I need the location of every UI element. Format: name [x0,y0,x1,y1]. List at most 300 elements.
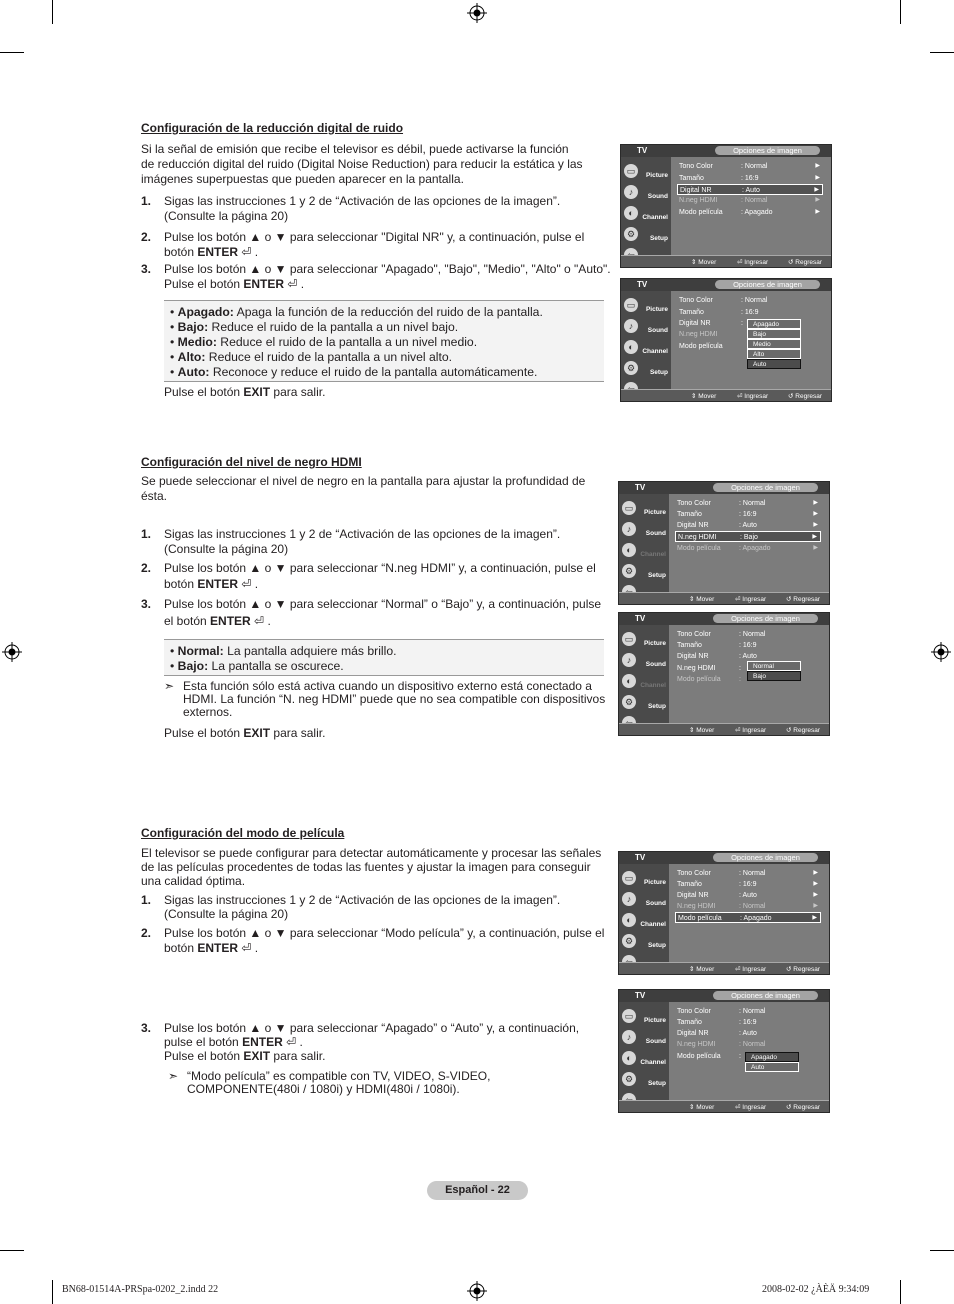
channel-icon: ◐ [622,674,636,688]
osd-row-value: : Auto [739,653,757,660]
option-item: • Normal: La pantalla adquiere más brillo. [170,644,397,658]
option-term: Normal: [177,644,224,658]
osd-footer [619,1100,829,1112]
osd-enter-label: Ingresar [742,596,767,603]
osd-enter: ⏎ Ingresar [735,727,767,734]
osd-menu-row[interactable] [677,195,823,206]
osd-return: ↺ Regresar [788,259,822,266]
osd-enter: ⏎ Ingresar [737,393,769,400]
step-line: Pulse los botón ▲ o ▼ para seleccionar “Normal” o “Bajo” y, a continuación, pulse [164,597,602,611]
osd-dropdown-option[interactable]: Bajo [747,329,801,339]
osd-menu-row[interactable] [675,901,821,912]
osd-menu-row[interactable] [677,295,823,306]
exit-text [164,726,325,741]
osd-move: ⇕ Mover [689,1104,715,1111]
osd-tv-label: TV [637,146,648,155]
osd-row-key: Modo película [678,915,722,922]
exit-text [164,385,325,400]
osd-row-key: Modo película [677,676,721,683]
osd-row-value: : 16:9 [739,1019,757,1026]
registration-mark-icon [931,642,951,662]
osd-dropdown-option[interactable]: Medio [747,339,801,349]
osd-header [619,852,829,864]
osd-menu-row[interactable] [675,1039,821,1050]
arrow-right-icon: ▶ [813,870,818,876]
osd-row-value: : Normal [739,1041,766,1048]
osd-sidebar [619,494,669,602]
enter-icon: ⏎ [250,614,265,628]
intro-line: una calidad óptima. [141,874,246,888]
step-number: 3. [141,597,152,611]
osd-sidebar-item[interactable] [622,652,666,672]
arrow-right-icon: ▶ [814,187,819,193]
step-line: Sigas las instrucciones 1 y 2 de “Activación de las opciones de la imagen”. [164,194,561,208]
osd-move-label: Mover [696,1104,715,1111]
osd-sidebar-item[interactable] [622,1008,666,1028]
option-item: • Auto: Reconoce y reduce el ruido de la pantalla automáticamente. [170,365,538,379]
step-number: 1. [141,194,152,208]
osd-sidebar-item[interactable] [624,184,668,204]
enter-icon: ⏎ [238,941,252,955]
osd-dropdown-option-selected[interactable]: Bajo [747,671,801,681]
step-text: botón [164,245,198,259]
picture-icon: ▭ [624,164,638,178]
osd-sidebar-item[interactable] [622,870,666,890]
sound-icon: ♪ [622,653,636,667]
option-term: Medio: [177,335,217,349]
arrow-right-icon: ▶ [815,209,820,215]
osd-sidebar-label: Sound [645,530,666,537]
intro-line: de las películas procedentes de todas las fuentes y ajustar la imagen para conseguir [141,860,591,874]
step-number: 2. [141,926,152,940]
osd-menu-row[interactable] [675,879,821,890]
option-term: Bajo: [177,320,209,334]
osd-enter-label: Ingresar [744,393,769,400]
intro-text [141,142,583,187]
sound-icon: ♪ [622,1030,636,1044]
osd-row-value: : Normal [741,297,768,304]
crop-mark [0,52,24,53]
intro-line: de reducción digital del ruido (Digital Noise Reduction) para reducir la estática y las [141,157,583,171]
registration-mark-icon [467,3,487,23]
exit-text [164,1049,579,1063]
step-number: 3. [141,262,152,276]
osd-sidebar-item[interactable] [622,500,666,520]
arrow-right-icon: ▶ [813,881,818,887]
osd-sidebar-item[interactable] [624,163,668,183]
osd-row-value: : [739,676,741,683]
osd-footer [619,592,829,604]
osd-sidebar-item[interactable] [622,1071,666,1091]
osd-sidebar-item[interactable] [624,205,668,225]
osd-sidebar-label: Setup [647,1080,666,1087]
osd-menu-row[interactable] [677,173,823,184]
osd-sidebar-item[interactable] [622,912,666,932]
osd-row-key: Tono Color [679,163,713,170]
note-line: COMPONENTE(480i / 1080i) y HDMI(480i / 1080i). [187,1082,460,1096]
enter-key-label: ENTER [210,614,251,628]
osd-row-key: Tono Color [677,631,711,638]
exit-pre: Pulse el botón [164,1049,244,1063]
step-text: el botón [164,614,211,628]
osd-row-value: : 16:9 [741,175,759,182]
osd-row-key: Tamaño [677,881,702,888]
osd-screen [620,278,832,402]
osd-row-value: : Normal [739,870,766,877]
arrow-right-icon: ▶ [812,915,817,921]
osd-return: ↺ Regresar [786,596,820,603]
osd-menu-row[interactable] [675,543,821,554]
crop-mark [52,0,53,24]
sound-icon: ♪ [622,522,636,536]
step-number: 3. [141,1021,152,1035]
osd-menu-row[interactable] [677,207,823,218]
osd-row-key: N.neg HDMI [678,534,717,541]
osd-menu-row[interactable] [675,890,821,901]
osd-menu-row[interactable] [675,498,821,509]
osd-row-value: : Normal [741,197,768,204]
step-line: Pulse los botón ▲ o ▼ para seleccionar "Digital NR" y, a continuación, pulse el [164,230,585,244]
osd-row-key: N.neg HDMI [679,331,718,338]
enter-key-label: ENTER [197,577,239,591]
channel-icon: ◐ [622,1051,636,1065]
osd-row-value: : Normal [739,631,766,638]
option-term: Alto: [177,350,206,364]
osd-menu-row[interactable] [675,1028,821,1039]
osd-move: ⇕ Mover [689,727,715,734]
osd-sidebar [621,157,671,265]
exit-key-label: EXIT [243,385,271,399]
osd-return: ↺ Regresar [786,1104,820,1111]
osd-header [621,145,831,157]
osd-menu-row[interactable] [675,629,821,640]
osd-sidebar-label: Channel [642,348,668,355]
osd-enter-label: Ingresar [742,966,767,973]
osd-sidebar-item[interactable] [624,360,668,380]
osd-screen [620,144,832,268]
osd-row-value: : [739,665,741,672]
osd-menu-row-selected[interactable] [675,531,821,542]
osd-dropdown-option[interactable]: Apagado [747,319,801,329]
sound-icon: ♪ [622,892,636,906]
osd-screen [618,481,830,605]
osd-row-value: : 16:9 [741,309,759,316]
osd-row-key: Tono Color [679,297,713,304]
crop-mark [930,52,954,53]
osd-row-value: : Normal [739,500,766,507]
osd-sidebar-label: Setup [647,703,666,710]
osd-menu-row[interactable] [675,520,821,531]
setup-icon: ⚙ [622,934,636,948]
osd-row-key: Modo película [677,1053,721,1060]
arrow-right-icon: ▶ [815,197,820,203]
osd-menu-row-selected[interactable] [675,912,821,923]
footer-file: BN68-01514A-PRSpa-0202_2.indd 22 [62,1284,219,1295]
osd-dropdown-option[interactable]: Auto [745,1062,799,1072]
osd-row-value: : Normal [741,163,768,170]
osd-row-key: Digital NR [677,653,709,660]
option-desc: Reduce el ruido de la pantalla a un nivel medio. [216,335,478,349]
channel-icon: ◐ [622,543,636,557]
step-line: Pulse los botón ▲ o ▼ para seleccionar “Apagado” o “Auto” y, a continuación, [164,1021,580,1035]
osd-move-label: Mover [696,727,715,734]
step-number: 2. [141,230,152,244]
osd-sidebar-label: Setup [649,369,668,376]
arrow-right-icon: ▶ [815,163,820,169]
osd-move-label: Mover [696,596,715,603]
picture-icon: ▭ [622,632,636,646]
footer-date: 2008-02-02 ¿ÀÈÄ 9:34:09 [762,1284,870,1295]
osd-row-key: Tamaño [677,511,702,518]
step-text: . [251,577,259,591]
osd-dropdown-option[interactable]: Alto [747,349,801,359]
osd-footer [621,389,831,401]
osd-menu-row[interactable] [675,509,821,520]
arrow-right-icon: ▶ [815,175,820,181]
step-line: Sigas las instrucciones 1 y 2 de “Activación de las opciones de la imagen”. [164,527,561,541]
osd-sidebar-item[interactable] [622,521,666,541]
enter-key-label: ENTER [197,245,239,259]
setup-icon: ⚙ [622,564,636,578]
osd-menu-row[interactable] [677,161,823,172]
note-line: Esta función sólo está activa cuando un dispositivo externo está conectado a [183,679,592,693]
osd-return-label: Regresar [795,393,822,400]
enter-key-label: ENTER [243,277,285,291]
exit-key-label: EXIT [243,1049,271,1063]
option-desc: La pantalla adquiere más brillo. [223,644,397,658]
osd-row-key: Tono Color [677,870,711,877]
osd-row-key: N.neg HDMI [677,665,716,672]
osd-title: Opciones de imagen [713,614,818,623]
osd-sidebar [619,1002,669,1110]
option-desc: Reconoce y reduce el ruido de la pantalla automáticamente. [209,365,538,379]
osd-dropdown-option-selected[interactable]: Auto [747,359,801,369]
osd-row-value: : Apagado [739,545,771,552]
osd-move: ⇕ Mover [691,393,717,400]
osd-return: ↺ Regresar [788,393,822,400]
step-line [164,941,604,956]
osd-menu-row-selected[interactable] [677,184,823,195]
step-line: Pulse los botón ▲ o ▼ para seleccionar "Apagado", "Bajo", "Medio", "Alto" o "Auto". [164,262,611,276]
osd-menu-row[interactable] [677,307,823,318]
exit-pre: Pulse el botón [164,385,244,399]
osd-menu-row[interactable] [675,868,821,879]
osd-sidebar-label: Setup [647,942,666,949]
enter-icon: ⏎ [282,1035,297,1049]
osd-return: ↺ Regresar [786,966,820,973]
osd-sidebar-label: Setup [649,235,668,242]
osd-sidebar-label: Channel [640,1059,666,1066]
osd-sidebar-item[interactable] [622,542,666,562]
osd-row-key: Modo película [679,209,723,216]
setup-icon: ⚙ [624,227,638,241]
enter-key-label: ENTER [197,941,239,955]
osd-menu-row[interactable] [675,1006,821,1017]
arrow-right-icon: ▶ [813,500,818,506]
option-item: • Medio: Reduce el ruido de la pantalla a un nivel medio. [170,335,478,349]
arrow-right-icon: ▶ [813,511,818,517]
osd-sidebar-label: Sound [647,193,668,200]
osd-enter-label: Ingresar [742,727,767,734]
section-title: Configuración del modo de película [141,826,345,840]
osd-move-label: Mover [696,966,715,973]
osd-sidebar-label: Picture [645,172,668,179]
osd-sidebar-label: Picture [645,306,668,313]
osd-sidebar [619,864,669,972]
osd-screen [618,851,830,975]
osd-return-label: Regresar [793,966,820,973]
osd-tv-label: TV [635,991,646,1000]
step-number: 2. [141,561,152,575]
setup-icon: ⚙ [624,361,638,375]
option-item: • Alto: Reduce el ruido de la pantalla a un nivel alto. [170,350,453,364]
crop-mark [52,1280,53,1304]
step-text: pulse el botón [164,1035,243,1049]
osd-row-key: Digital NR [679,320,711,327]
osd-sidebar-item[interactable] [624,226,668,246]
step-line: (Consulte la página 20) [164,542,289,556]
osd-sidebar-label: Channel [640,682,666,689]
step-line [164,1035,579,1049]
exit-post: para salir. [270,1049,326,1063]
osd-return-label: Regresar [795,259,822,266]
enter-key-label: ENTER [242,1035,283,1049]
osd-sidebar-item[interactable] [622,694,666,714]
osd-sidebar-label: Sound [645,1038,666,1045]
osd-row-key: Modo película [679,343,723,350]
osd-tv-label: TV [635,853,646,862]
osd-enter: ⏎ Ingresar [735,966,767,973]
osd-row-key: Modo película [677,545,721,552]
osd-sidebar-item[interactable] [622,673,666,693]
intro-line: imágenes superpuestas que pueden aparecer en la pantalla. [141,172,464,186]
note-line: “Modo película” es compatible con TV, VIDEO, S-VIDEO, [187,1069,491,1083]
step-line [164,245,584,260]
crop-mark [930,1250,954,1251]
step-number: 1. [141,527,152,541]
crop-mark [900,0,901,24]
enter-icon: ⏎ [238,245,252,259]
osd-row-value: : Normal [739,1008,766,1015]
intro-text [141,474,585,504]
osd-menu-row[interactable] [675,1017,821,1028]
osd-return-label: Regresar [793,727,820,734]
osd-return: ↺ Regresar [786,727,820,734]
osd-header [619,990,829,1002]
osd-move: ⇕ Mover [689,596,715,603]
option-desc: Reduce el ruido de la pantalla a un nivel bajo. [208,320,459,334]
note-arrow-icon: ➣ [164,679,175,693]
osd-return-label: Regresar [793,1104,820,1111]
osd-sidebar-item[interactable] [622,563,666,583]
arrow-right-icon: ▶ [813,903,818,909]
osd-dropdown-option[interactable]: Normal [747,661,801,671]
osd-sidebar-label: Sound [647,327,668,334]
osd-header [619,482,829,494]
osd-tv-label: TV [637,280,648,289]
option-desc: La pantalla se oscurece. [208,659,344,673]
arrow-right-icon: ▶ [813,545,818,551]
option-item: • Bajo: La pantalla se oscurece. [170,659,344,673]
osd-row-key: Digital NR [677,522,709,529]
arrow-right-icon: ▶ [813,522,818,528]
osd-dropdown-option-selected[interactable]: Apagado [745,1052,799,1062]
osd-sidebar-item[interactable] [624,297,668,317]
osd-row-key: Tamaño [679,175,704,182]
osd-row-value: : Auto [739,522,757,529]
osd-sidebar-label: Sound [645,661,666,668]
osd-sidebar-item[interactable] [624,339,668,359]
osd-row-value: : 16:9 [739,881,757,888]
osd-row-key: Tamaño [677,1019,702,1026]
page-number-badge: Español - 22 [427,1181,528,1200]
osd-sidebar-label: Picture [643,640,666,647]
osd-sidebar [619,625,669,733]
osd-row-value: : Apagado [740,915,772,922]
section-title: Configuración del nivel de negro HDMI [141,455,362,469]
step-line [164,277,611,292]
osd-row-key: Tamaño [679,309,704,316]
osd-enter: ⏎ Ingresar [735,596,767,603]
osd-row-value: : 16:9 [739,642,757,649]
osd-title: Opciones de imagen [713,483,818,492]
step-text: . [296,1035,303,1049]
picture-icon: ▭ [622,1009,636,1023]
step-text: Pulse el botón [164,277,244,291]
osd-tv-label: TV [635,483,646,492]
osd-header [619,613,829,625]
osd-footer [621,255,831,267]
osd-move-label: Mover [698,259,717,266]
sound-icon: ♪ [624,319,638,333]
osd-sidebar-label: Channel [640,921,666,928]
osd-tv-label: TV [635,614,646,623]
osd-move: ⇕ Mover [689,966,715,973]
option-term: Bajo: [177,659,209,673]
osd-row-key: Tono Color [677,1008,711,1015]
osd-sidebar-label: Channel [642,214,668,221]
note-line: externos. [183,705,233,719]
osd-enter-label: Ingresar [742,1104,767,1111]
osd-row-key: N.neg HDMI [677,903,716,910]
osd-sidebar-item[interactable] [622,891,666,911]
osd-sidebar [621,291,671,399]
option-desc: Reduce el ruido de la pantalla a un nivel alto. [205,350,453,364]
osd-sidebar-item[interactable] [622,1029,666,1049]
exit-post: para salir. [270,385,326,399]
osd-row-key: N.neg HDMI [677,1041,716,1048]
step-text: botón [164,577,198,591]
arrow-right-icon: ▶ [812,534,817,540]
osd-title: Opciones de imagen [713,991,818,1000]
osd-sidebar-item[interactable] [622,631,666,651]
sound-icon: ♪ [624,185,638,199]
osd-screen [618,612,830,736]
exit-post: para salir. [270,726,326,740]
osd-sidebar-item[interactable] [622,1050,666,1070]
note-arrow-icon: ➣ [168,1069,179,1083]
osd-sidebar-item[interactable] [622,933,666,953]
channel-icon: ◐ [624,206,638,220]
picture-icon: ▭ [622,501,636,515]
osd-menu-row[interactable] [675,640,821,651]
osd-sidebar-item[interactable] [624,318,668,338]
osd-footer [619,962,829,974]
options-box [164,639,604,676]
osd-sidebar-label: Channel [640,551,666,558]
osd-row-key: Tono Color [677,500,711,507]
osd-screen [618,989,830,1113]
